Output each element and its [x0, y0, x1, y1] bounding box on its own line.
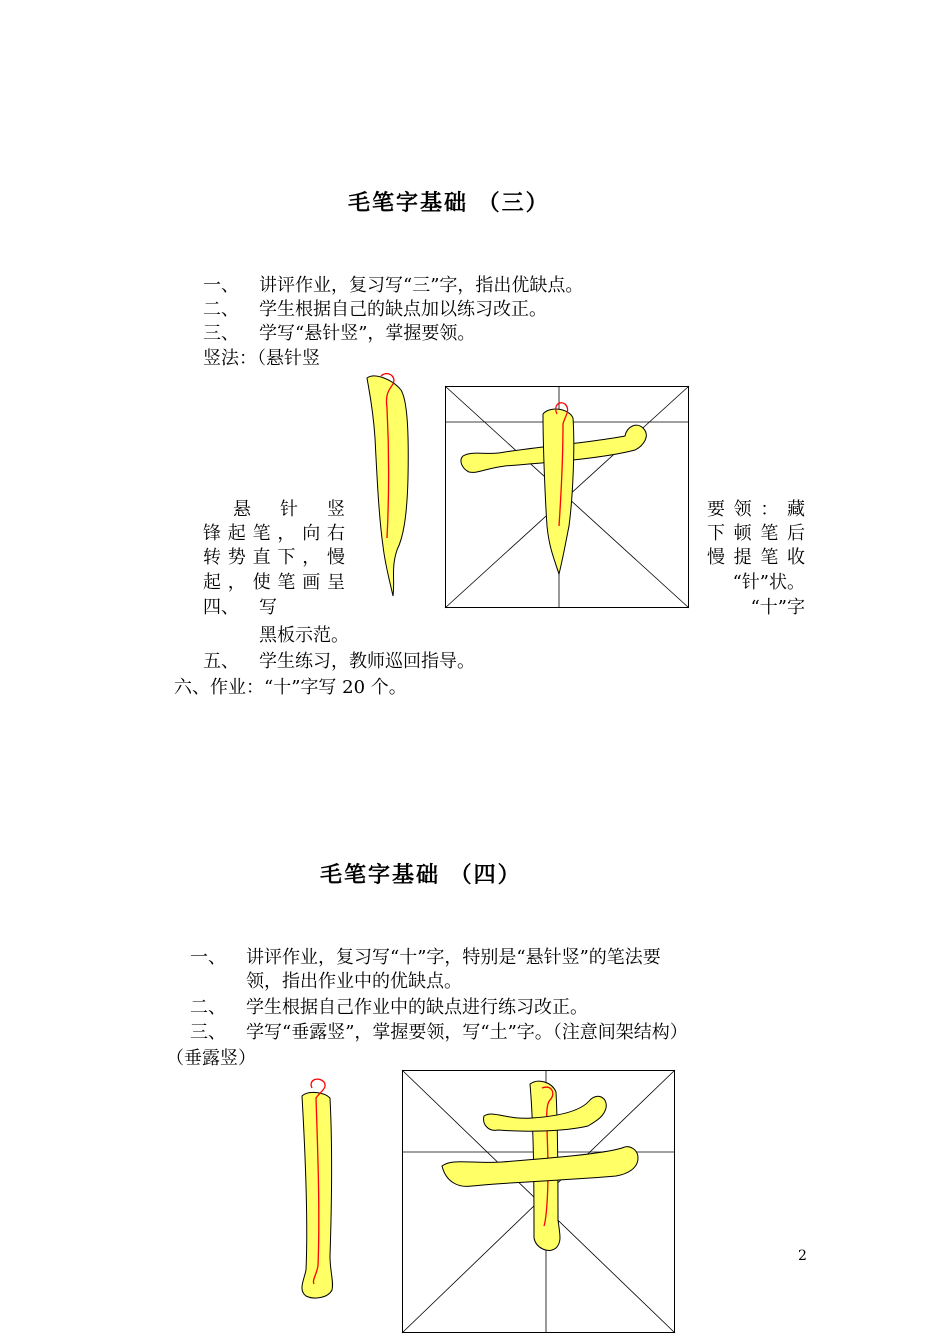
lesson3-right-line-5: “十”字	[750, 597, 805, 618]
lesson3-right-line-4: “针”状。	[732, 572, 805, 593]
suspended-needle-stroke-illustration	[355, 368, 425, 603]
item-text: 讲评作业，复习写“三”字，指出优缺点。	[259, 275, 584, 296]
page-number: 2	[798, 1248, 807, 1264]
lesson3-left-line-4: 起，使笔画呈	[203, 572, 345, 593]
hanging-dew-stroke-illustration	[294, 1076, 344, 1306]
lesson3-left-line-1: 悬 针 竖	[233, 499, 345, 520]
item-number: 三、	[190, 1022, 226, 1043]
lesson3-item-3	[203, 322, 475, 346]
lesson4-stroke-heading: （垂露竖）	[166, 1048, 256, 1069]
item-number: 一、	[203, 275, 239, 296]
item-number: 五、	[203, 651, 239, 672]
lesson3-item-5	[203, 650, 475, 674]
item-number: 三、	[203, 323, 239, 344]
item-text: 写	[259, 597, 277, 618]
lesson3-stroke-heading: 竖法：（悬针竖	[203, 348, 320, 369]
lesson4-item-2	[190, 996, 588, 1020]
item-number: 一、	[190, 947, 226, 968]
item-number: 四、	[203, 597, 239, 618]
item-text: 讲评作业，复习写“十”字，特别是“悬针竖”的笔法要	[246, 947, 661, 968]
item-text: 学写“垂露竖”，掌握要领，写“土”字。（注意间架结构）	[246, 1022, 688, 1043]
lesson3-right-line-2: 下顿笔后	[707, 523, 805, 544]
lesson3-right-line-1: 要领：藏	[707, 499, 805, 520]
item-number: 二、	[203, 299, 239, 320]
lesson3-left-line-3: 转势直下，慢	[203, 547, 345, 568]
item-text: 学生根据自己的缺点加以练习改正。	[259, 299, 547, 320]
lesson4-item-1	[190, 946, 661, 970]
item-text: 学生根据自己作业中的缺点进行练习改正。	[246, 997, 588, 1018]
lesson3-item-1	[203, 274, 583, 298]
item-number: 二、	[190, 997, 226, 1018]
lesson3-item-4-cont: 黑板示范。	[259, 625, 349, 646]
item-text: 学写“悬针竖”，掌握要领。	[259, 323, 476, 344]
character-grid-shi	[445, 386, 690, 609]
lesson3-title: 毛笔字基础 （三）	[348, 191, 550, 216]
lesson3-left-line-2: 锋起笔，向右	[203, 523, 345, 544]
item-text: 学生练习，教师巡回指导。	[259, 651, 475, 672]
lesson4-item-3	[190, 1021, 688, 1045]
lesson3-item-4	[203, 596, 277, 620]
character-grid-tu	[402, 1070, 676, 1334]
lesson4-title: 毛笔字基础 （四）	[320, 863, 522, 888]
lesson3-item-2	[203, 298, 547, 322]
lesson3-right-line-3: 慢提笔收	[707, 547, 805, 568]
lesson3-item-6: 六、作业：“十”字写 20 个。	[174, 677, 407, 698]
lesson4-item-1-cont: 领，指出作业中的优缺点。	[246, 971, 462, 992]
